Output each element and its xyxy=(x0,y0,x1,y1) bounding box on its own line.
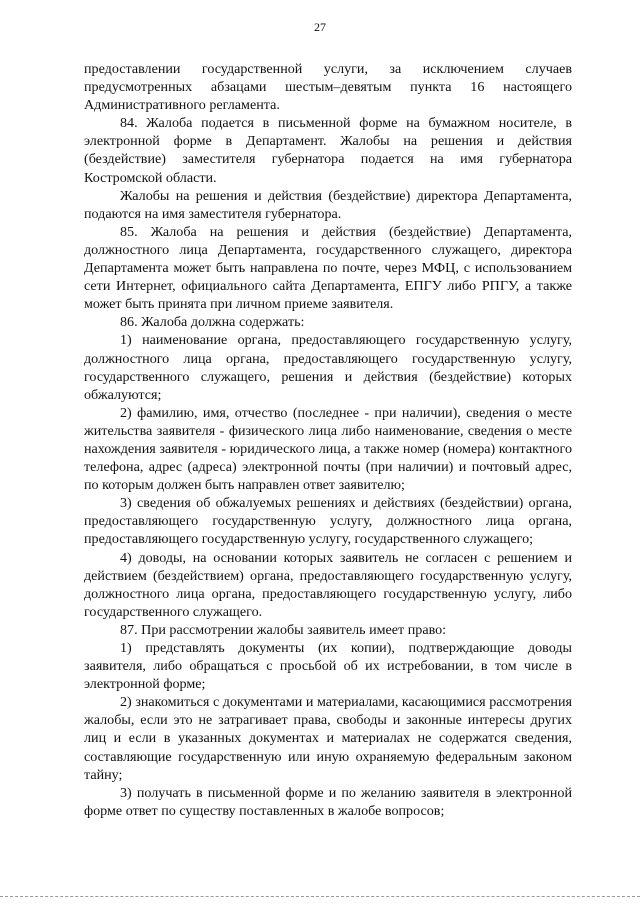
scan-edge-line xyxy=(0,896,640,897)
paragraph-86-item-2: 2) фамилию, имя, отчество (последнее - при наличии), сведения о месте жительства заявителя - физического лица либо наименование, сведения о месте нахождения заявителя - юридического лица, а также номер (номера) контактного телефона, адрес (адреса) электронной почты (при наличии) и почтовый адрес, по которым должен быть направлен ответ заявителю; xyxy=(84,404,572,494)
paragraph-84: 84. Жалоба подается в письменной форме на бумажном носителе, в электронной форме в Департамент. Жалобы на решения и действия (бездействие) заместителя губернатора подается на имя губернатора Костромской области. xyxy=(84,115,572,186)
paragraph-continuation: предоставлении государственной услуги, за исключением случаев предусмотренных абзацами шестым–девятым пункта 16 настоящего Административного регламента. xyxy=(84,61,572,114)
paragraph-86-item-3: 3) сведения об обжалуемых решениях и действиях (бездействии) органа, предоставляющего государственную услугу, должностного лица органа, предоставляющего государственную услугу, государственного служащего; xyxy=(84,495,572,548)
document-body xyxy=(84,60,572,820)
paragraph-84-director: Жалобы на решения и действия (бездействие) директора Департамента, подаются на имя заместителя губернатора. xyxy=(84,187,572,222)
paragraph-87: 87. При рассмотрении жалобы заявитель имеет право: xyxy=(120,621,447,638)
page-number: 27 xyxy=(314,20,326,34)
paragraph-86-item-4: 4) доводы, на основании которых заявитель не согласен с решением и действием (бездействием) органа, предоставляющего государственную услугу, должностного лица органа, предоставляющего государственную услугу, либо государственного служащего. xyxy=(84,549,572,620)
paragraph-86-item-1: 1) наименование органа, предоставляющего государственную услугу, должностного лица органа, предоставляющего государственную услугу, государственного служащего, решения и действия (бездействие) которых обжалуются; xyxy=(84,332,572,403)
paragraph-86: 86. Жалоба должна содержать: xyxy=(120,314,305,331)
paragraph-87-item-3: 3) получать в письменной форме и по желанию заявителя в электронной форме ответ по существу поставленных в жалобе вопросов; xyxy=(84,784,572,819)
paragraph-87-item-2: 2) знакомиться с документами и материалами, касающимися рассмотрения жалобы, если это не затрагивает права, свободы и законные интересы других лиц и если в указанных документах и материалах не содержатся сведения, составляющие государственную или иную охраняемую федеральным законом тайну; xyxy=(84,694,572,783)
paragraph-85: 85. Жалоба на решения и действия (бездействие) Департамента, должностного лица Департамента, государственного служащего, директора Департамента может быть направлена по почте, через МФЦ, с использованием сети Интернет, официального сайта Департамента, ЕПГУ либо РПГУ, а также может быть принята при личном приеме заявителя. xyxy=(84,223,572,313)
paragraph-87-item-1: 1) представлять документы (их копии), подтверждающие доводы заявителя, либо обращаться с просьбой об их истребовании, в том числе в электронной форме; xyxy=(84,640,572,693)
